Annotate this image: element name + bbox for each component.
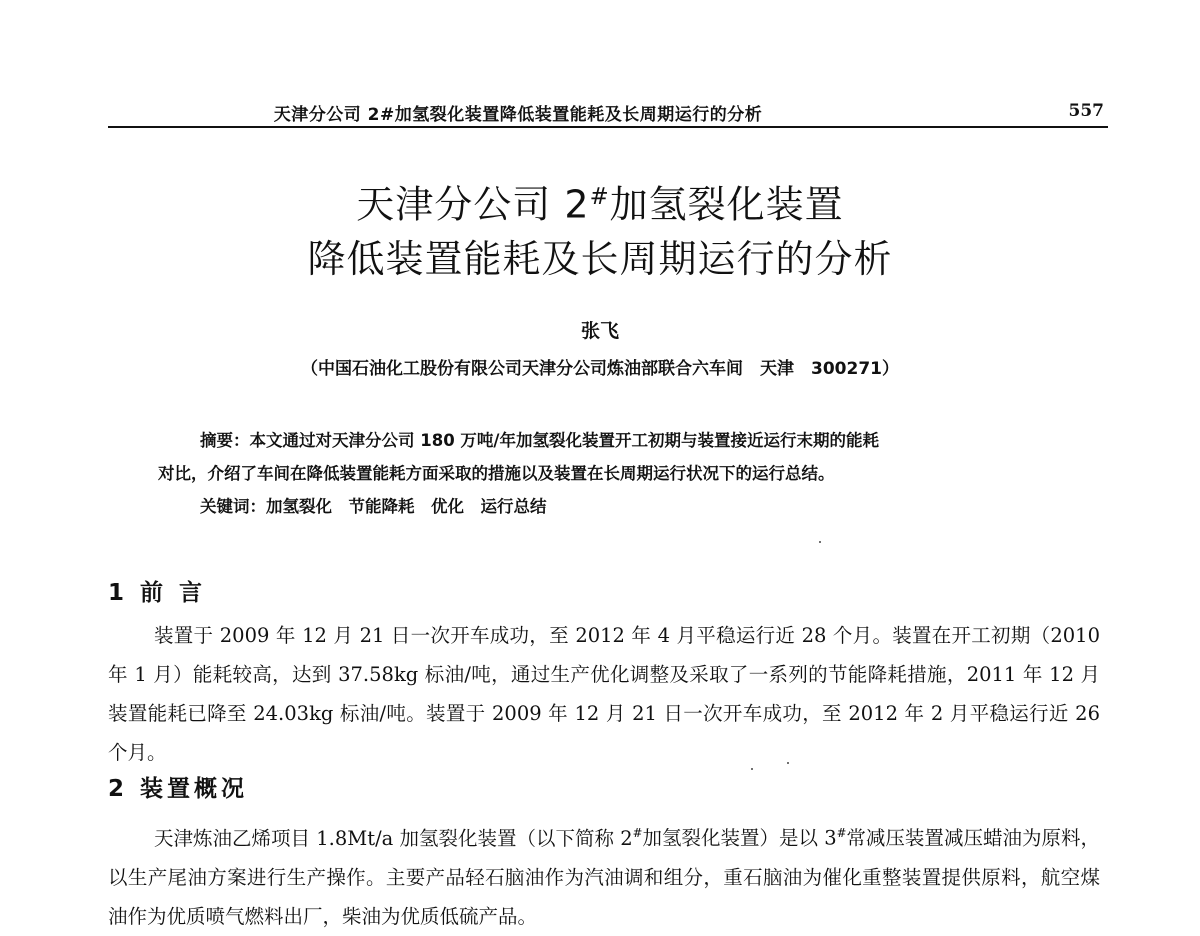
title-line-1-prefix: 天津分公司 2 <box>356 182 590 227</box>
title-line-1-suffix: 加氢裂化装置 <box>609 182 844 227</box>
paragraph-text-part1: 天津炼油乙烯项目 1.8Mt/a 加氢裂化装置（以下简称 2 <box>154 826 633 850</box>
scan-speck <box>787 762 789 764</box>
keyword: 加氢裂化 <box>266 497 332 516</box>
paragraph-text-part2: 加氢裂化装置）是以 3 <box>642 826 837 850</box>
paper-title <box>100 170 1100 286</box>
abstract-line-1 <box>158 424 1058 457</box>
abstract-line-2: 对比，介绍了车间在降低装置能耗方面采取的措施以及装置在长周期运行状况下的运行总结。 <box>158 464 835 483</box>
page-number: 557 <box>1068 101 1104 121</box>
keywords-label: 关键词： <box>200 497 266 516</box>
author-affiliation: （中国石油化工股份有限公司天津分公司炼油部联合六车间 天津 300271） <box>301 359 899 379</box>
keyword: 优化 <box>431 497 464 516</box>
section-paragraph-intro <box>108 616 1100 772</box>
abstract-label: 摘要： <box>200 431 250 450</box>
scan-speck <box>819 541 821 543</box>
title-line-1-sup: # <box>589 184 610 210</box>
section-paragraph-overview <box>108 814 1100 936</box>
section-heading-intro: 1 前 言 <box>108 580 207 606</box>
keyword: 运行总结 <box>480 497 547 516</box>
abstract-text-1: 本文通过对天津分公司 180 万吨/年加氢裂化装置开工初期与装置接近运行末期的能耗 <box>249 431 879 450</box>
author-name: 张飞 <box>580 320 619 342</box>
running-title: 天津分公司 2#加氢裂化装置降低装置能耗及长周期运行的分析 <box>273 105 763 125</box>
paragraph-text-part3: 常减压装置减压蜡油为原料，以生产尾油方案进行生产操作。主要产品轻石脑油作为汽油调和组分，重石脑油为催化重整装置提供原料，航空煤油作为优质喷气燃料出厂，柴油为优质低硫产品。 <box>108 826 1100 928</box>
keyword: 节能降耗 <box>348 497 415 516</box>
running-header <box>108 96 1108 128</box>
paragraph-text: 装置于 2009 年 12 月 21 日一次开车成功，至 2012 年 4 月平稳运行近 28 个月。装置在开工初期（2010 年 1 月）能耗较高，达到 37.58kg 标油/吨，通过生产优化调整及采取了一系列的节能降耗措施，2011 年 12 月装置能耗已降至 24.03kg 标油/吨。装置于 2009 年 12 月 21 日一次开车成功，至 2012 年 2 月平稳运行近 26 个月。 <box>108 624 1100 764</box>
paragraph-sup-2: # <box>836 826 847 840</box>
title-line-2: 降低装置能耗及长周期运行的分析 <box>307 236 893 281</box>
keywords <box>158 490 1058 523</box>
abstract <box>158 424 1058 523</box>
title-line-1 <box>100 170 1100 232</box>
scan-speck <box>751 768 753 770</box>
section-heading-overview: 2 装置概况 <box>108 776 249 802</box>
paragraph-sup-1: # <box>632 826 643 840</box>
